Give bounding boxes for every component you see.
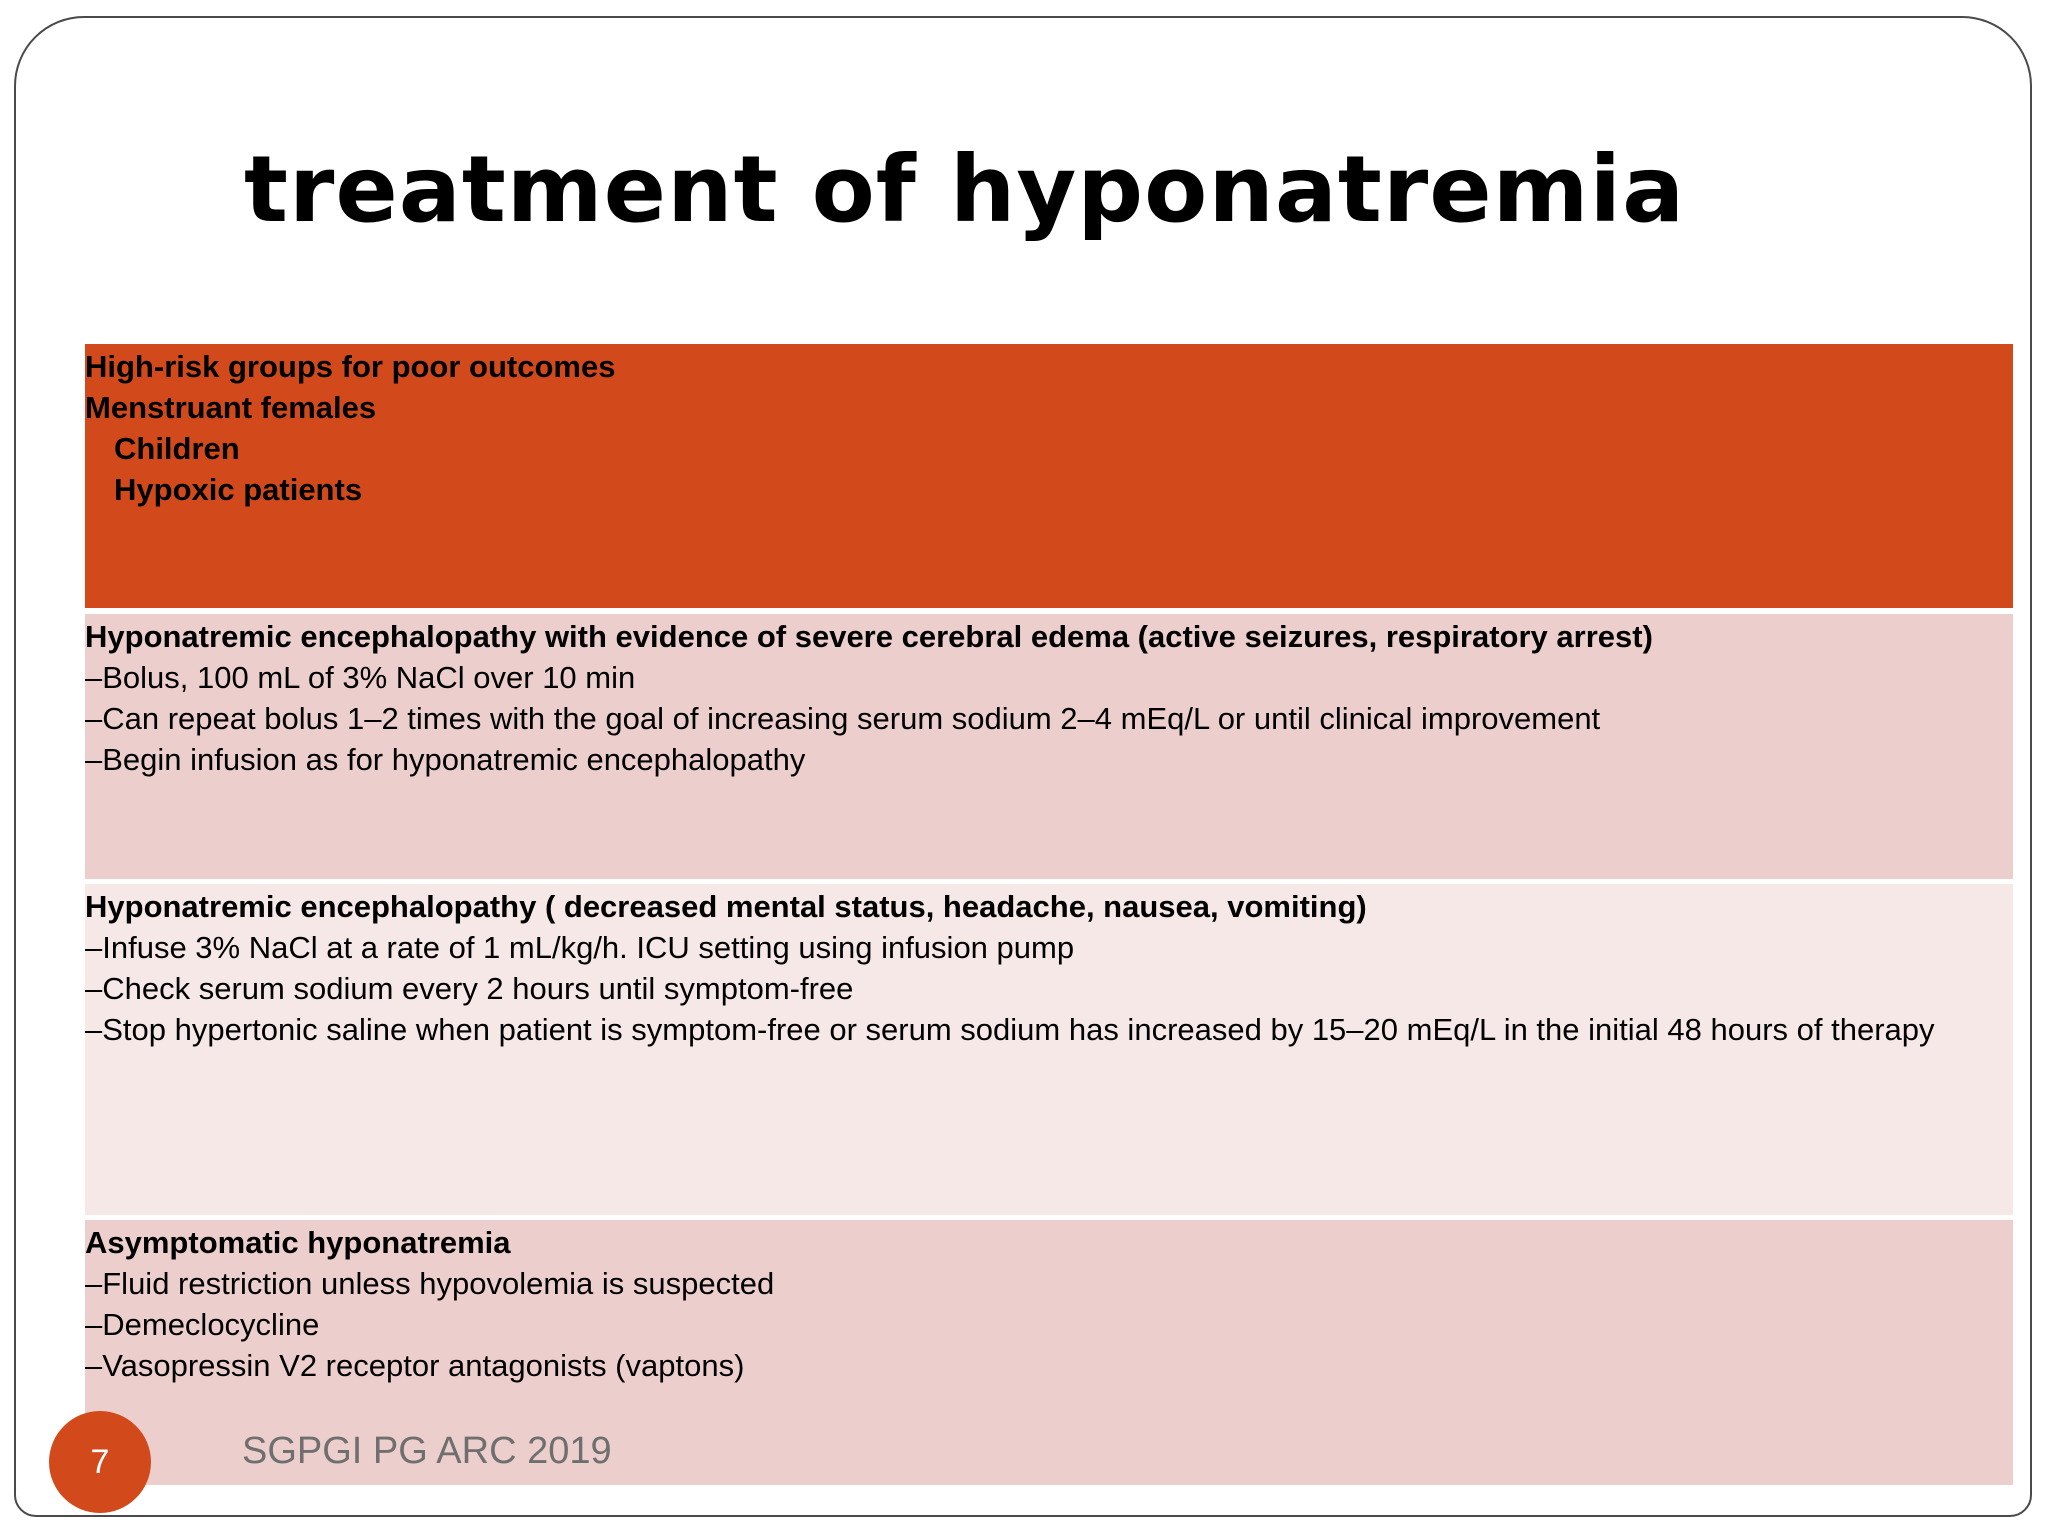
- list-item: –Demeclocycline: [85, 1307, 320, 1342]
- panel-heading: Asymptomatic hyponatremia: [85, 1225, 511, 1260]
- list-item: –Begin infusion as for hyponatremic encephalopathy: [85, 742, 806, 777]
- list-item: Menstruant females: [85, 390, 377, 425]
- list-item: –Bolus, 100 mL of 3% NaCl over 10 min: [85, 660, 636, 695]
- panel-heading: Hyponatremic encephalopathy ( decreased mental status, headache, nausea, vomiting): [85, 889, 1367, 924]
- slide: [14, 16, 2032, 1517]
- list-item: –Check serum sodium every 2 hours until symptom-free: [85, 971, 854, 1006]
- list-item: –Fluid restriction unless hypovolemia is suspected: [85, 1266, 775, 1301]
- slide-title: treatment of hyponatremia: [244, 136, 1686, 243]
- slide-number-badge: 7: [49, 1411, 151, 1513]
- list-item: –Infuse 3% NaCl at a rate of 1 mL/kg/h. ICU setting using infusion pump: [85, 930, 1075, 965]
- footer-text: SGPGI PG ARC 2019: [242, 1430, 612, 1472]
- list-item: –Vasopressin V2 receptor antagonists (vaptons): [85, 1348, 745, 1383]
- list-item: –Stop hypertonic saline when patient is symptom-free or serum sodium has increased by 15–20 mEq/L in the initial 48 hours of therapy: [85, 1012, 1935, 1047]
- panel-heading: High-risk groups for poor outcomes: [85, 349, 616, 384]
- panel-severe-cerebral-edema: [85, 614, 2013, 879]
- panel-heading: Hyponatremic encephalopathy with evidence of severe cerebral edema (active seizures, respiratory arrest): [85, 619, 1653, 654]
- list-item: Children: [114, 431, 240, 466]
- list-item: –Can repeat bolus 1–2 times with the goal of increasing serum sodium 2–4 mEq/L or until clinical improvement: [85, 701, 1601, 736]
- panel-high-risk-groups: [85, 344, 2013, 608]
- list-item: Hypoxic patients: [114, 472, 363, 507]
- panel-hyponatremic-encephalopathy: [85, 884, 2013, 1215]
